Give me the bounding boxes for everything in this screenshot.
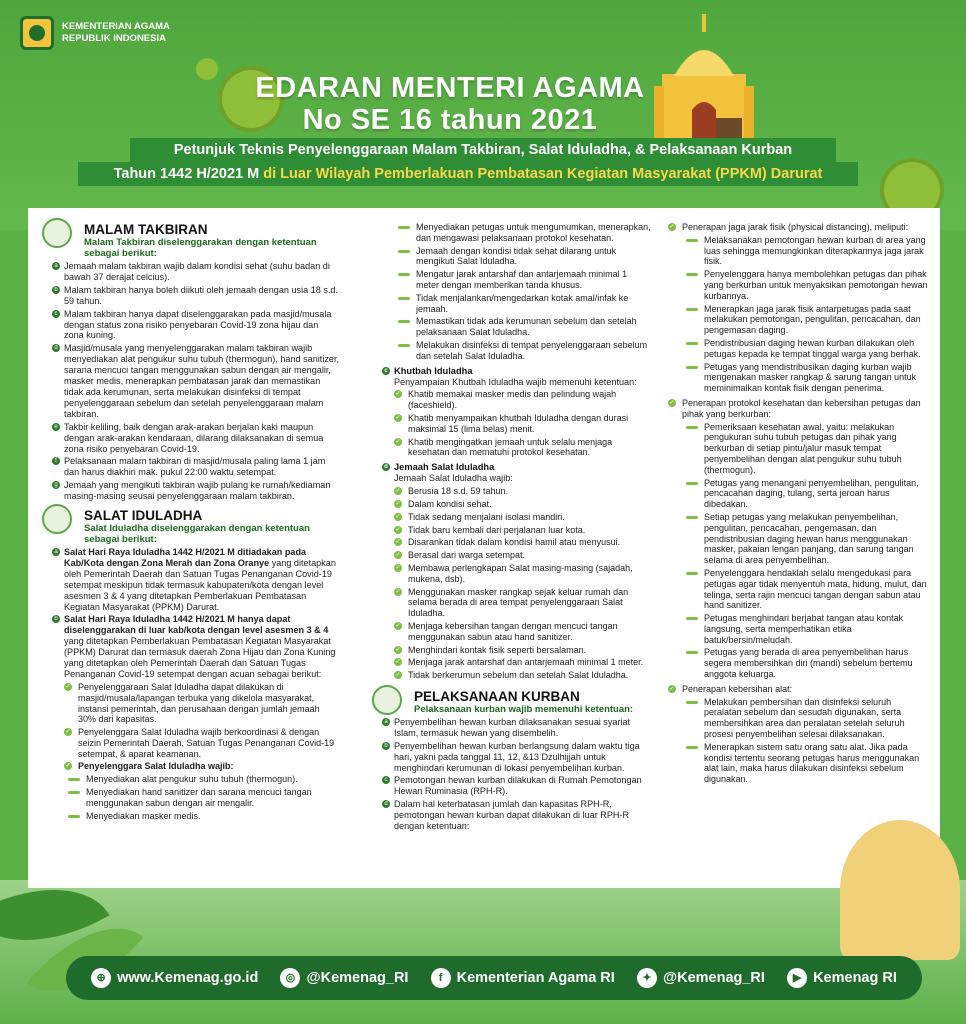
section-title-malam-takbiran: MALAM TAKBIRAN: [84, 222, 208, 237]
ministry-logo: [20, 16, 170, 50]
dash-list-item: Petugas yang mendistribusikan daging kurban wajib mengenakan masker rangkap & sarung tangan untuk meminimalkan kontak fisik dengan penerima.: [668, 362, 930, 394]
sub-list-item: ✓ Berusia 18 s.d. 59 tahun.: [395, 486, 509, 497]
sub-list-item: ✓ Membawa perlengkapan Salat masing-masing (sajadah, mukena, dsb).: [395, 562, 633, 584]
footer-instagram-link[interactable]: [280, 968, 408, 988]
ministry-name-line1: KEMENTERIAN AGAMA: [62, 21, 170, 32]
section-number-badge: [372, 685, 402, 715]
footer-instagram-text: @Kemenag_RI: [306, 970, 409, 986]
page-title-number: No SE 16 tahun 2021: [302, 104, 598, 136]
dash-list-item: Menyediakan hand sanitizer dan sarana mencuci tangan menggunakan sabun dengan air mengalir.: [50, 787, 340, 809]
footer-twitter-text: @Kemenag_RI: [662, 970, 765, 986]
subtitle-year: Tahun 1442 H/2021 M: [113, 166, 260, 182]
sub-list-heading: ✓ Penerapan jaga jarak fisik (physical distancing), meliputi:: [669, 222, 909, 232]
sub-list-item: ✓ Penyelenggaraan Salat Iduladha dapat dilakukan di masjid/musala/lapangan terbuka yang dikelola masyarakat, instansi pemerintah, dan perusahaan dengan jumlah jemaah 30% dari kapasitas.: [65, 681, 320, 725]
twitter-icon: ✦: [637, 968, 657, 988]
list-item: c Pemotongan hewan kurban dilakukan di Rumah Pemotongan Hewan Ruminasia (RPH-R).: [380, 775, 652, 797]
sub-list-item: ✓ Khatib memakai masker medis dan pelindung wajah (faceshield).: [395, 389, 617, 411]
footer-youtube-text: Kemenag RI: [813, 970, 897, 986]
footer-twitter-link[interactable]: [637, 968, 765, 988]
dash-list-item: Petugas menghindari berjabat tangan atau kontak langsung, serta memperhatikan etika batuk/bersin/meludah.: [668, 613, 930, 645]
footer-youtube-link[interactable]: [787, 968, 897, 988]
list-item: a Salat Hari Raya Iduladha 1442 H/2021 M ditiadakan pada Kab/Kota dengan Zona Merah dan Zona Oranye yang ditetapkan oleh Pemerintah Daerah dan Satuan Tugas Penanganan Covid-19 setempat meskipun tidak termasuk kabupaten/kota dengan level asesmen 3 & 4 yang ditetapkan Pemberlakuan Pembatasan Kegiatan Masyarakat (PPKM) Darurat.: [50, 547, 340, 612]
page-title: EDARAN MENTERI AGAMA: [255, 72, 645, 104]
footer-website-text: www.Kemenag.go.id: [117, 970, 259, 986]
dash-list-item: Jemaah dengan kondisi tidak sehat dilarang untuk mengikuti Salat Iduladha.: [380, 246, 652, 268]
dash-list-item: Menerapkan jaga jarak fisik antarpetugas pada saat melakukan pemotongan, pengulitan, pencacahan, dan pengemasan daging.: [668, 304, 930, 336]
mosque-icon: [654, 14, 754, 140]
dash-list-item: Penyelenggara hanya membolehkan petugas dan pihak yang berkurban untuk menyaksikan pemotongan hewan kurbannya.: [668, 269, 930, 301]
sub-list-heading: ✓ Penerapan protokol kesehatan dan kebersihan petugas dan pihak yang berkurban:: [669, 397, 921, 419]
list-item: a Jemaah malam takbiran wajib dalam kondisi sehat (suhu badan di bawah 37 derajat celcius).: [50, 261, 340, 283]
dash-list-item: Melakukan pembersihan dan disinfeksi seluruh peralatan sebelum dan sesudah digunakan, serta membersihkan area dan peralatan setelah seluruh prosesi penyembelihan selesai dilaksanakan.: [668, 697, 930, 740]
dash-list-item: Pendistribusian daging hewan kurban dilakukan oleh petugas kepada ke tempat tinggal warga yang berhak.: [668, 338, 930, 360]
sub-list-heading: ✓ Penerapan kebersihan alat:: [669, 683, 793, 694]
facebook-icon: f: [431, 968, 451, 988]
dash-list-item: Petugas yang berada di area penyembelihan harus segera membersihkan diri (mandi) sebelum bertemu anggota keluarga.: [668, 647, 930, 679]
list-item: g Jemaah yang mengikuti takbiran wajib pulang ke rumah/kediaman masing-masing seusai penyelenggaraan malam takbiran.: [50, 480, 340, 502]
dash-list-item: Melakukan disinfeksi di tempat penyelenggaraan sebelum dan setelah Salat Iduladha.: [380, 340, 652, 362]
dash-list-item: Menyediakan alat pengukur suhu tubuh (thermogun).: [50, 774, 340, 785]
subtitle-line2: [78, 162, 858, 186]
dash-list-item: Mengatur jarak antarshaf dan antarjemaah minimal 1 meter dengan memberikan tanda khusus.: [380, 269, 652, 291]
sub-list-item: ✓ Disarankan tidak dalam kondisi hamil atau menyusui.: [395, 537, 621, 548]
youtube-icon: ▶: [787, 968, 807, 988]
footer-website-link[interactable]: [91, 968, 258, 988]
jemaah-intro: Jemaah Salat Iduladha wajib:: [394, 473, 513, 484]
column-right: [668, 222, 930, 787]
list-item: b Penyembelihan hewan kurban berlangsung dalam waktu tiga hari, yakni pada tanggal 11, 12, &13 Dzulhijjah untuk menghindari kerumunan di lokasi penyembelihan kurban.: [380, 741, 652, 774]
sub-list-item: ✓ Berasal dari warga setempat.: [395, 550, 526, 561]
sub-list-item: ✓ Khatib menyampaikan khutbah Iduladha dengan durasi maksimal 15 (lima belas) menit.: [395, 413, 629, 434]
dash-list-item: Memastikan tidak ada kerumunan sebelum dan setelah pelaksanaan Salat Iduladha.: [380, 316, 652, 338]
section-intro: Malam Takbiran diselenggarakan dengan ketentuan sebagai berikut:: [84, 237, 317, 259]
sub-list-item: ✓ Tidak baru kembali dari perjalanan luar kota.: [395, 524, 586, 535]
list-item: d Masjid/musala yang menyelenggarakan malam takbiran wajib menyediakan alat pengukur suhu tubuh (thermogun), hand sanitizer, sarana mencuci tangan menggunakan sabun dengan air mengalir, masker medis, menerapkan pembatasan jarak dan memastikan tidak ada kerumunan, serta melakukan disinfeksi di tempat penyelenggaraan sebelum dan setelah penyelenggaraan malam takbiran.: [50, 343, 340, 419]
section-number-badge: [42, 218, 72, 248]
ministry-emblem-icon: [20, 16, 54, 50]
dash-list-item: Melaksanakan pemotongan hewan kurban di area yang luas sehingga memungkinkan diterapkannya jaga jarak fisik.: [668, 235, 930, 267]
list-item: b Salat Hari Raya Iduladha 1442 H/2021 M hanya dapat diselenggarakan di luar kab/kota dengan level asesmen 3 & 4 yang ditetapkan Pemberlakuan Pembatasan Kegiatan Masyarakat (PPKM) Darurat dan termasuk daerah Zona Hijau dan Zona Kuning yang ditetapkan oleh Pemerintah Daerah dan Satuan Tugas Penanganan Covid-19 setempat dengan acuan sebagai berikut:: [50, 614, 340, 679]
list-item: e Takbir keliling, baik dengan arak-arakan berjalan kaki maupun dengan arak-arakan kendaraan, dilarang dilaksanakan di semua zona risiko penyebaran Covid-19.: [50, 422, 340, 455]
sub-list-item: ✓ Dalam kondisi sehat.: [395, 498, 492, 509]
section-intro: Salat Iduladha diselenggarakan dengan ketentuan sebagai berikut:: [84, 523, 310, 546]
dash-list-item: Menyediakan petugas untuk mengumumkan, menerapkan, dan mengawasi pelaksanaan protokol kesehatan.: [380, 222, 652, 244]
list-item: c Malam takbiran hanya dapat diselenggarakan pada masjid/musala dengan status zona risiko penyebaran Covid-19 zona hijau dan zona kuning.: [50, 309, 340, 342]
khutbah-heading: c Khutbah Iduladha: [380, 366, 652, 376]
section-title-pelaksanaan-kurban: PELAKSANAAN KURBAN: [414, 688, 580, 704]
list-item: d Dalam hal keterbatasan jumlah dan kapasitas RPH-R, pemotongan hewan kurban dapat dilakukan di luar RPH-R dengan ketentuan:: [380, 799, 652, 832]
sub-list-item: ✓ Menggunakan masker rangkap sejak keluar rumah dan selama berada di area tempat penyelenggaraan Salat Iduladha.: [395, 586, 629, 619]
sub-list-item: ✓ Menghindari kontak fisik seperti bersalaman.: [395, 644, 587, 655]
list-item: b Malam takbiran hanya boleh diikuti oleh jemaah dengan usia 18 s.d. 59 tahun.: [50, 285, 340, 307]
footer-facebook-text: Kementerian Agama RI: [456, 970, 615, 986]
sub-list-heading: ✓ Penyelenggara Salat Iduladha wajib:: [65, 761, 234, 772]
subtitle-highlight: di Luar Wilayah Pemberlakuan Pembatasan Kegiatan Masyarakat (PPKM) Darurat: [263, 166, 823, 182]
globe-icon: ⊕: [91, 968, 111, 988]
sub-list-item: ✓ Penyelenggara Salat Iduladha wajib berkoordinasi & dengan seizin Pemerintah Daerah, Satuan Tugas Penanganan Covid-19 setempat, & aparat keamanan.: [65, 727, 335, 759]
dash-list-item: Menerapkan sistem satu orang satu alat. Jika pada kondisi tertentu seorang petugas harus menggunakan alat lain, maka harus dilakukan disinfeksi sebelum digunakan.: [668, 742, 930, 785]
column-middle: [380, 222, 652, 834]
sub-list-item: ✓ Menjaga kebersihan tangan dengan mencuci tangan menggunakan sabun atau hand sanitizer.: [395, 620, 618, 642]
ministry-name-line2: REPUBLIK INDONESIA: [62, 33, 166, 44]
sub-list-item: ✓ Khatib mengingatkan jemaah untuk selalu menjaga kesehatan dan mematuhi protokol kesehatan.: [395, 436, 613, 458]
ministry-name: [62, 21, 170, 45]
leaf-decoration: [840, 820, 960, 960]
instagram-icon: ◎: [280, 968, 300, 988]
dash-list-item: Tidak menjalankan/mengedarkan kotak amal/infak ke jemaah.: [380, 293, 652, 315]
khutbah-intro: Penyampaian Khutbah Iduladha wajib memenuhi ketentuan:: [394, 376, 637, 387]
footer-bar: [66, 956, 922, 1000]
virus-icon: [196, 58, 218, 80]
sub-list-item: ✓ Menjaga jarak antarshaf dan antarjemaah minimal 1 meter.: [395, 657, 644, 668]
section-number-badge: [42, 504, 72, 534]
list-item: a Penyembelihan hewan kurban dilaksanakan sesuai syariat Islam, termasuk hewan yang disembelih.: [380, 717, 652, 739]
section-intro: Pelaksanaan kurban wajib memenuhi ketentuan:: [414, 703, 634, 715]
content-panel: [28, 208, 940, 888]
column-left: [50, 222, 340, 823]
dash-list-item: Penyelenggara hendaklah selalu mengedukasi para petugas agar tidak menyentuh mata, hidung, mulut, dan telinga, serta rajin mencuci tangan dengan sabun atau hand sanitizer.: [668, 568, 930, 611]
dash-list-item: Setiap petugas yang melakukan penyembelihan, pengulitan, pencacahan, pengemasan, dan pendistribusian daging hewan harus menggunakan masker, pakaian lengan panjang, dan sarung tangan selama di area penyembelihan.: [668, 512, 930, 566]
footer-facebook-link[interactable]: [431, 968, 615, 988]
section-title-salat-iduladha: SALAT IDULADHA: [84, 508, 203, 524]
jemaah-heading: d Jemaah Salat Iduladha: [380, 462, 652, 472]
subtitle-line1: Petunjuk Teknis Penyelenggaraan Malam Takbiran, Salat Iduladha, & Pelaksanaan Kurban: [130, 138, 836, 162]
list-item: f Pelaksanaan malam takbiran di masjid/musala paling lama 1 jam dan harus diakhiri mak. pukul 22:00 waktu setempat.: [50, 456, 340, 478]
sub-list-item: ✓ Tidak sedang menjalani isolasi mandiri.: [395, 511, 565, 522]
sub-list-item: ✓ Tidak berkerumun sebelum dan setelah Salat Iduladha.: [395, 670, 629, 681]
dash-list-item: Pemeriksaan kesehatan awal, yaitu: melakukan pengukuran suhu tubuh petugas dan pihak yang berkurban di setiap pintu/jalur masuk tempat penyembelihan dengan alat pengukur suhu tubuh (thermogun).: [668, 422, 930, 476]
dash-list-item: Menyediakan masker medis.: [50, 811, 340, 822]
footer-background: [0, 880, 966, 1024]
dash-list-item: Petugas yang menangani penyembelihan, pengulitan, pencacahan daging, tulang, serta jeroan harus dibedakan.: [668, 478, 930, 510]
